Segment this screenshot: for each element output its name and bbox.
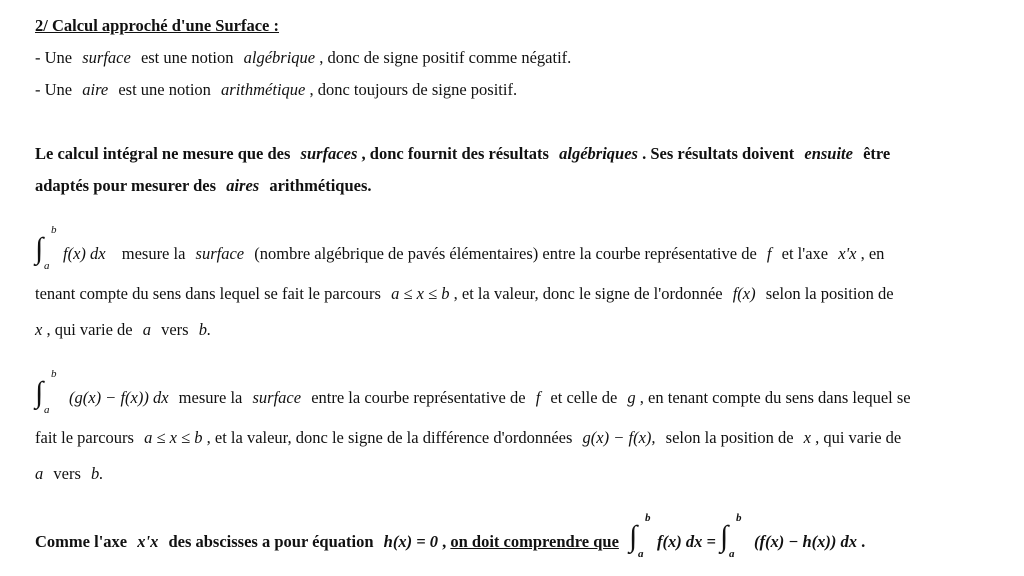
para2-text: . Ses résultats doivent	[642, 144, 795, 163]
para3-text: (nombre algébrique de pavés élémentaires) entre la courbe représentative de	[254, 244, 757, 263]
integral-sign: ∫ b a	[35, 368, 57, 416]
para4-text: , et la valeur, donc le signe de la différence d'ordonnées	[206, 428, 573, 447]
para4-text: fait le parcours	[35, 428, 134, 447]
integral-body: (f(x) − h(x)) dx	[754, 532, 858, 551]
para3-text: selon la position de	[765, 284, 894, 303]
para4-line3	[35, 458, 1005, 490]
section-title-line	[35, 10, 1005, 42]
para2-emph: algébriques	[559, 144, 638, 163]
def-aire-prefix: - Une	[35, 80, 73, 99]
para4-math: x	[803, 428, 811, 447]
para2-line2	[35, 170, 1005, 202]
definition-surface	[35, 42, 1005, 74]
para4-text: et celle de	[550, 388, 618, 407]
def-surface-term: surface	[82, 48, 131, 67]
def-aire-suffix: , donc toujours de signe positif.	[309, 80, 518, 99]
para3-math: f(x)	[732, 284, 756, 303]
para3-math: a ≤ x ≤ b	[391, 284, 450, 303]
para4-text: selon la position de	[665, 428, 794, 447]
def-surface-kind: algébrique	[243, 48, 316, 67]
para3-text: mesure la	[121, 244, 186, 263]
integral-body: (g(x) − f(x)) dx	[69, 388, 169, 407]
integral-body: f(x) dx	[63, 244, 106, 263]
para2-line1	[35, 138, 1005, 170]
para3-text: et l'axe	[781, 244, 829, 263]
para5-text: Comme l'axe	[35, 532, 128, 551]
integral-sign: ∫ b a	[720, 512, 742, 560]
def-surface-prefix: - Une	[35, 48, 73, 67]
para5-underlined: on doit comprendre que	[450, 532, 619, 551]
para3-text: , qui varie de	[46, 320, 133, 339]
para2-text: Le calcul intégral ne mesure que des	[35, 144, 291, 163]
integral-sign: ∫ b a	[35, 224, 57, 272]
para3-line2	[35, 274, 1005, 314]
para5-text: ,	[442, 532, 447, 551]
def-surface-mid: est une notion	[140, 48, 234, 67]
para4-line2	[35, 418, 1005, 458]
para4-math: g	[627, 388, 636, 407]
para4-math: a ≤ x ≤ b	[144, 428, 203, 447]
para4-text: vers	[53, 464, 81, 483]
para4-text: , qui varie de	[815, 428, 902, 447]
para5-line	[35, 512, 1005, 562]
para5-math: x'x	[137, 532, 159, 551]
def-surface-suffix: , donc de signe positif comme négatif.	[319, 48, 572, 67]
integral-upper-bound: b	[645, 512, 651, 524]
para3-text: , en	[860, 244, 885, 263]
para4-line1	[35, 368, 1005, 418]
para4-math: g(x) − f(x),	[582, 428, 656, 447]
para5-math: h(x) = 0	[383, 532, 438, 551]
para4-text: mesure la	[178, 388, 243, 407]
integral-lower-bound: a	[44, 404, 50, 416]
integral-sign: ∫ b a	[629, 512, 651, 560]
para3-text: vers	[161, 320, 189, 339]
para2-emph: surfaces	[300, 144, 358, 163]
para3-emph: surface	[195, 244, 245, 263]
integral-upper-bound: b	[736, 512, 742, 524]
para4-math: b.	[91, 464, 104, 483]
para3-math: b.	[198, 320, 212, 339]
para4-math: f	[535, 388, 541, 407]
para3-math: x	[35, 320, 43, 339]
para5-text: .	[861, 532, 866, 551]
para3-math: a	[142, 320, 151, 339]
def-aire-mid: est une notion	[118, 80, 211, 99]
integral-lower-bound: a	[729, 548, 735, 560]
para3-text: , et la valeur, donc le signe de l'ordonnée	[453, 284, 723, 303]
integral-upper-bound: b	[51, 224, 57, 236]
integral-upper-bound: b	[51, 368, 57, 380]
para3-line1	[35, 224, 1005, 274]
para3-math: x'x	[838, 244, 857, 263]
integral-lower-bound: a	[638, 548, 644, 560]
para5-text: des abscisses a pour équation	[168, 532, 374, 551]
para3-math: f	[766, 244, 772, 263]
para2-text: , donc fournit des résultats	[361, 144, 549, 163]
para4-emph: surface	[252, 388, 302, 407]
para2-text: arithmétiques.	[269, 176, 372, 195]
integral-body: f(x) dx =	[657, 532, 716, 551]
definition-aire	[35, 74, 1005, 106]
para2-text: être	[863, 144, 891, 163]
section-title: 2/ Calcul approché d'une Surface :	[35, 16, 279, 35]
integral-lower-bound: a	[44, 260, 50, 272]
document-page	[35, 10, 1005, 562]
para2-emph: ensuite	[804, 144, 853, 163]
para4-text: , en tenant compte du sens dans lequel se	[639, 388, 911, 407]
def-aire-term: aire	[82, 80, 109, 99]
para2-text: adaptés pour mesurer des	[35, 176, 217, 195]
para4-math: a	[35, 464, 44, 483]
para3-line3	[35, 314, 1005, 346]
para4-text: entre la courbe représentative de	[311, 388, 526, 407]
para3-text: tenant compte du sens dans lequel se fait le parcours	[35, 284, 381, 303]
def-aire-kind: arithmétique	[221, 80, 306, 99]
para2-emph: aires	[226, 176, 260, 195]
